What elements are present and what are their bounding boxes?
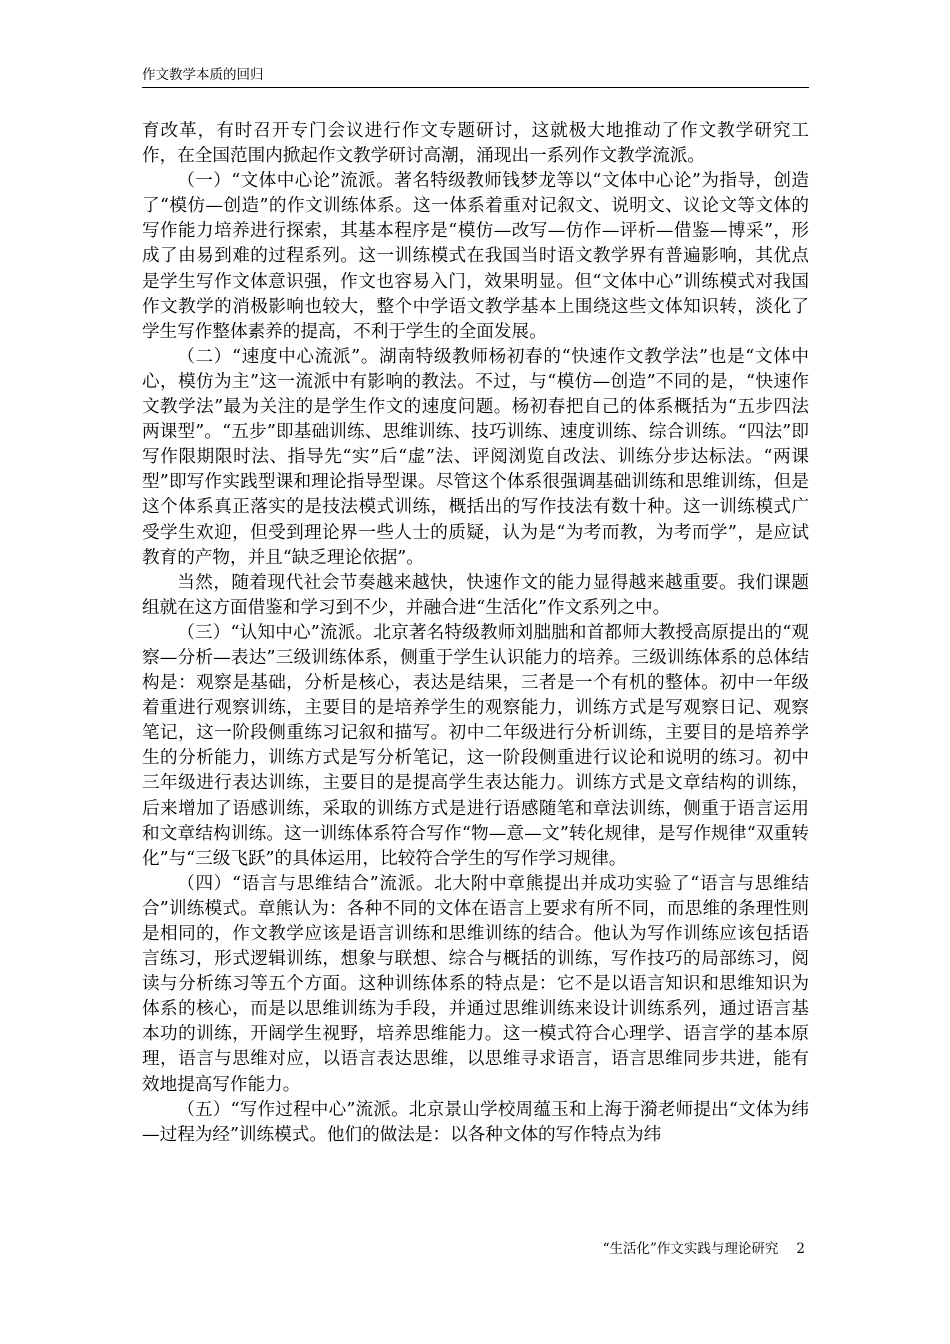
running-header: 作文教学本质的回归 [142,67,264,83]
main-text [142,119,809,1148]
paragraph-school-5-xiezuo-guocheng: （五）“写作过程中心”流派。北京景山学校周蕴玉和上海于漪老师提出“文体为纬—过程为经”训练模式。他们的做法是：以各种文体的写作特点为纬 [142,1099,809,1145]
header-rule [142,87,809,88]
page-number: 2 [796,1241,805,1257]
paragraph-school-1-wenti: （一）“文体中心论”流派。著名特级教师钱梦龙等以“文体中心论”为指导，创造了“模仿—创造”的作文训练体系。这一体系着重对记叙文、说明文、议论文等文体的写作能力培养进行探索，其基本程序是“模仿—改写—仿作—评析—借鉴—博采”，形成了由易到难的过程系列。这一训练模式在我国当时语文教学界有普遍影响，其优点是学生写作文体意识强，作文也容易入门，效果明显。但“文体中心”训练模式对我国作文教学的消极影响也较大，整个中学语文教学基本上围绕这些文体知识转，淡化了学生写作整体素养的提高，不利于学生的全面发展。 [142,171,809,342]
paragraph-school-4-yuyan-siwei: （四）“语言与思维结合”流派。北大附中章熊提出并成功实验了“语言与思维结合”训练模式。章熊认为：各种不同的文体在语言上要求有所不同，而思维的条理性则是相同的，作文教学应该是语言训练和思维训练的结合。他认为写作训练应该包括语言练习，形式逻辑训练，想象与联想、综合与概括的训练，写作技巧的局部练习，阅读与分析练习等五个方面。这种训练体系的特点是：它不是以语言知识和思维知识为体系的核心，而是以思维训练为手段，并通过思维训练来设计训练系列，通过语言基本功的训练，开阔学生视野，培养思维能力。这一模式符合心理学、语言学的基本原理，语言与思维对应，以语言表达思维，以思维寻求语言，语言思维同步共进，能有效地提高写作能力。 [142,873,809,1095]
footer-book-title: “生活化”作文实践与理论研究 [602,1241,779,1257]
paragraph-note: 当然，随着现代社会节奏越来越快，快速作文的能力显得越来越重要。我们课题组就在这方面借鉴和学习到不少，并融合进“生活化”作文系列之中。 [142,572,809,618]
paragraph-continuation: 育改革，有时召开专门会议进行作文专题研讨，这就极大地推动了作文教学研究工作，在全国范围内掀起作文教学研讨高潮，涌现出一系列作文教学流派。 [142,121,809,167]
paragraph-school-3-renzhi: （三）“认知中心”流派。北京著名特级教师刘朏朏和首都师大教授高原提出的“观察—分析—表达”三级训练体系，侧重于学生认识能力的培养。三级训练体系的总体结构是：观察是基础，分析是核心，表达是结果，三者是一个有机的整体。初中一年级着重进行观察训练，主要目的是培养学生的观察能力，训练方式是写观察日记、观察笔记，这一阶段侧重练习记叙和描写。初中二年级进行分析训练，主要目的是培养学生的分析能力，训练方式是写分析笔记，这一阶段侧重进行议论和说明的练习。初中三年级进行表达训练，主要目的是提高学生表达能力。训练方式是文章结构的训练，后来增加了语感训练，采取的训练方式是进行语感随笔和章法训练，侧重于语言运用和文章结构训练。这一训练体系符合写作“物—意—文”转化规律，是写作规律“双重转化”与“三级飞跃”的具体运用，比较符合学生的写作学习规律。 [142,622,809,869]
page-footer [603,1240,805,1258]
paragraph-school-2-sudu: （二）“速度中心流派”。湖南特级教师杨初春的“快速作文教学法”也是“文体中心，模仿为主”这一流派中有影响的教法。不过，与“模仿—创造”不同的是，“快速作文教学法”最为关注的是学生作文的速度问题。杨初春把自己的体系概括为“五步四法两课型”。“五步”即基础训练、思维训练、技巧训练、速度训练、综合训练。“四法”即写作限期限时法、指导先“实”后“虚”法、评阅浏览自改法、训练分步达标法。“两课型”即写作实践型课和理论指导型课。尽管这个体系很强调基础训练和思维训练，但是这个体系真正落实的是技法模式训练，概括出的写作技法有数十种。这一训练模式广受学生欢迎，但受到理论界一些人士的质疑，认为是“为考而教，为考而学”，是应试教育的产物，并且“缺乏理论依据”。 [142,346,809,568]
